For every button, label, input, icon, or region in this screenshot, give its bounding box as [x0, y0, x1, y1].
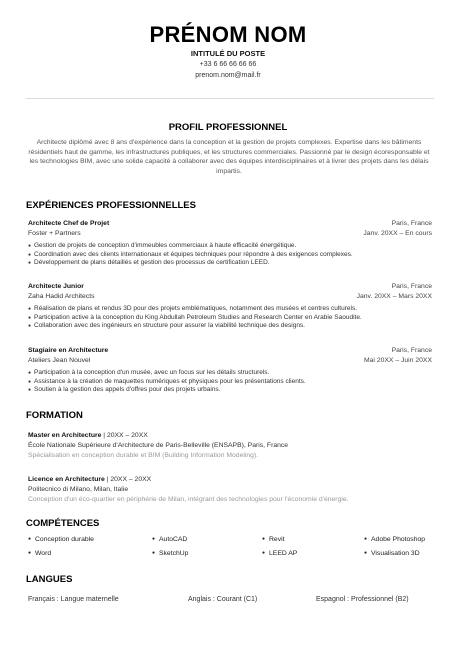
language-item: Anglais : Courant (C1)	[188, 596, 258, 603]
job-bullet: ● Réalisation de plans et rendus 3D pour des projets emblématiques, notamment des musées et centres culturels.	[28, 305, 432, 314]
skills-heading: COMPÉTENCES	[26, 518, 100, 529]
job-role: Stagiaire en Architecture	[28, 347, 109, 354]
job-role: Architecte Chef de Projet	[28, 220, 110, 227]
job-bullets	[28, 369, 432, 395]
school-name: École Nationale Supérieure d'Architecture de Paris-Belleville (ENSAPB), Paris, France	[28, 442, 289, 449]
job-bullet: ● Soutien à la gestion des appels d'offres pour des projets urbains.	[28, 386, 432, 395]
job-entry	[28, 283, 432, 331]
degree-name: Licence en Architecture	[28, 476, 105, 483]
education-entry	[28, 475, 432, 505]
language-item: Français : Langue maternelle	[28, 596, 119, 603]
job-bullet: ● Participation active à la conception du King Abdullah Petroleum Studies and Research Center en Arabie Saoudite.	[28, 314, 432, 323]
job-bullet: ● Participation à la conception d'un musée, avec un focus sur les détails structurels.	[28, 369, 432, 378]
language-item: Espagnol : Professionnel (B2)	[316, 596, 409, 603]
skill-item: ● LEED AP	[262, 550, 297, 557]
job-bullet: ● Gestion de projets de conception d'immeubles commerciaux à haute efficacité énergétique.	[28, 242, 432, 251]
job-entry	[28, 347, 432, 395]
job-bullet: ● Développement de plans détaillés et gestion des processus de certification LEED.	[28, 259, 432, 268]
job-title: INTITULÉ DU POSTE	[190, 49, 266, 58]
job-dates: Janv. 20XX – En cours	[363, 230, 432, 237]
job-company: Foster + Partners	[28, 230, 81, 237]
degree-name: Master en Architecture	[28, 432, 102, 439]
degree-description: Spécialisation en conception durable et BIM (Building Information Modeling).	[28, 452, 259, 459]
languages-heading: LANGUES	[26, 574, 73, 585]
job-location: Paris, France	[391, 283, 432, 290]
skill-item: ● Word	[28, 550, 51, 557]
job-bullets	[28, 242, 432, 268]
degree-dates: | 20XX – 20XX	[101, 432, 148, 439]
job-bullet: ● Coordination avec des clients internationaux et équipes techniques pour répondre à des exigences complexes.	[28, 251, 432, 260]
skill-item: ● Adobe Photoshop	[364, 536, 425, 543]
education-heading: FORMATION	[26, 410, 83, 421]
skill-item: ● AutoCAD	[152, 536, 187, 543]
job-bullets	[28, 305, 432, 331]
job-dates: Mai 20XX – Juin 20XX	[363, 357, 432, 364]
job-company: Zaha Hadid Architects	[28, 293, 95, 300]
job-bullet: ● Assistance à la création de maquettes numériques et physiques pour les présentations clients.	[28, 378, 432, 387]
job-company: Ateliers Jean Nouvel	[28, 357, 91, 364]
skill-item: ● SketchUp	[152, 550, 188, 557]
job-location: Paris, France	[391, 220, 432, 227]
school-name: Politecnico di Milano, Milan, Italie	[28, 486, 129, 493]
education-entry	[28, 431, 432, 461]
skills-grid	[28, 536, 432, 560]
experience-heading: EXPÉRIENCES PROFESSIONNELLES	[26, 200, 196, 211]
phone-number: +33 6 66 66 66 66	[199, 61, 257, 68]
skill-item: ● Revit	[262, 536, 285, 543]
job-location: Paris, France	[391, 347, 432, 354]
job-bullet: ● Collaboration avec des ingénieurs en structure pour assurer la viabilité technique des designs.	[28, 322, 432, 331]
degree-description: Conception d'un éco-quartier en périphérie de Milan, intégrant des technologies pour l'économie d'énergie.	[28, 496, 349, 503]
job-dates: Janv. 20XX – Mars 20XX	[356, 293, 432, 300]
job-entry	[28, 220, 432, 268]
degree-dates: | 20XX – 20XX	[104, 476, 152, 483]
skill-item: ● Visualisation 3D	[364, 550, 420, 557]
header-divider	[26, 98, 434, 99]
skill-item: ● Conception durable	[28, 536, 94, 543]
profile-summary: Architecte diplômé avec 8 ans d'expérience dans la conception et la gestion de projets complexes. Expertise dans les bâtiments résidentiels haut de gamme, les infrastructures publiques, et les structures commerciales. Passionné par le design écoresponsable et les technologies BIM, avec une solide capacité à collaborer avec des équipes interdisciplinaires et à livrer des projets dans les délais impartis.	[28, 139, 430, 175]
candidate-name: PRÉNOM NOM	[149, 22, 307, 47]
email-address: prenom.nom@mail.fr	[195, 72, 261, 79]
job-role: Architecte Junior	[28, 283, 84, 290]
profile-heading: PROFIL PROFESSIONNEL	[168, 122, 288, 133]
